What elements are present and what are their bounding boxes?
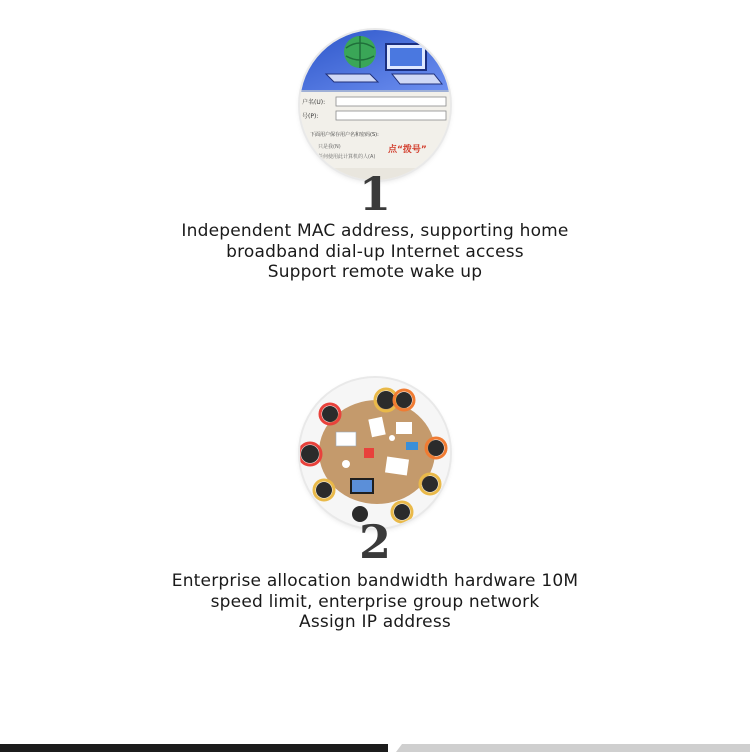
meeting-table-icon bbox=[300, 378, 450, 528]
username-label: 户名(U): bbox=[302, 99, 326, 106]
save-password-label: 下面用户保存用户名和密码(S): bbox=[310, 132, 379, 138]
dial-up-icon bbox=[300, 30, 450, 180]
feature-number: 1 bbox=[358, 167, 391, 221]
feature-description bbox=[0, 221, 750, 283]
bottom-divider-bar bbox=[0, 744, 750, 752]
dial-up-screenshot-image bbox=[300, 30, 450, 180]
description-line: Independent MAC address, supporting home bbox=[181, 221, 569, 241]
description-line: Support remote wake up bbox=[267, 262, 483, 282]
dial-hint: 点“拨号” bbox=[388, 145, 427, 155]
option-me-only: 只是我(N) bbox=[318, 144, 341, 150]
description-line: Assign IP address bbox=[299, 612, 451, 632]
description-line: speed limit, enterprise group network bbox=[210, 591, 540, 612]
feature-description bbox=[0, 571, 750, 633]
feature-number: 2 bbox=[358, 515, 391, 569]
bottom-bar-light bbox=[396, 744, 750, 752]
team-meeting-image bbox=[300, 378, 450, 528]
option-anyone: 任何使用此计算机的人(A) bbox=[318, 154, 376, 160]
description-line: Enterprise allocation bandwidth hardware 10M bbox=[171, 571, 579, 591]
password-label: 号(P): bbox=[302, 113, 319, 120]
description-line: broadband dial-up Internet access bbox=[226, 241, 524, 262]
bottom-bar-dark bbox=[0, 744, 388, 752]
